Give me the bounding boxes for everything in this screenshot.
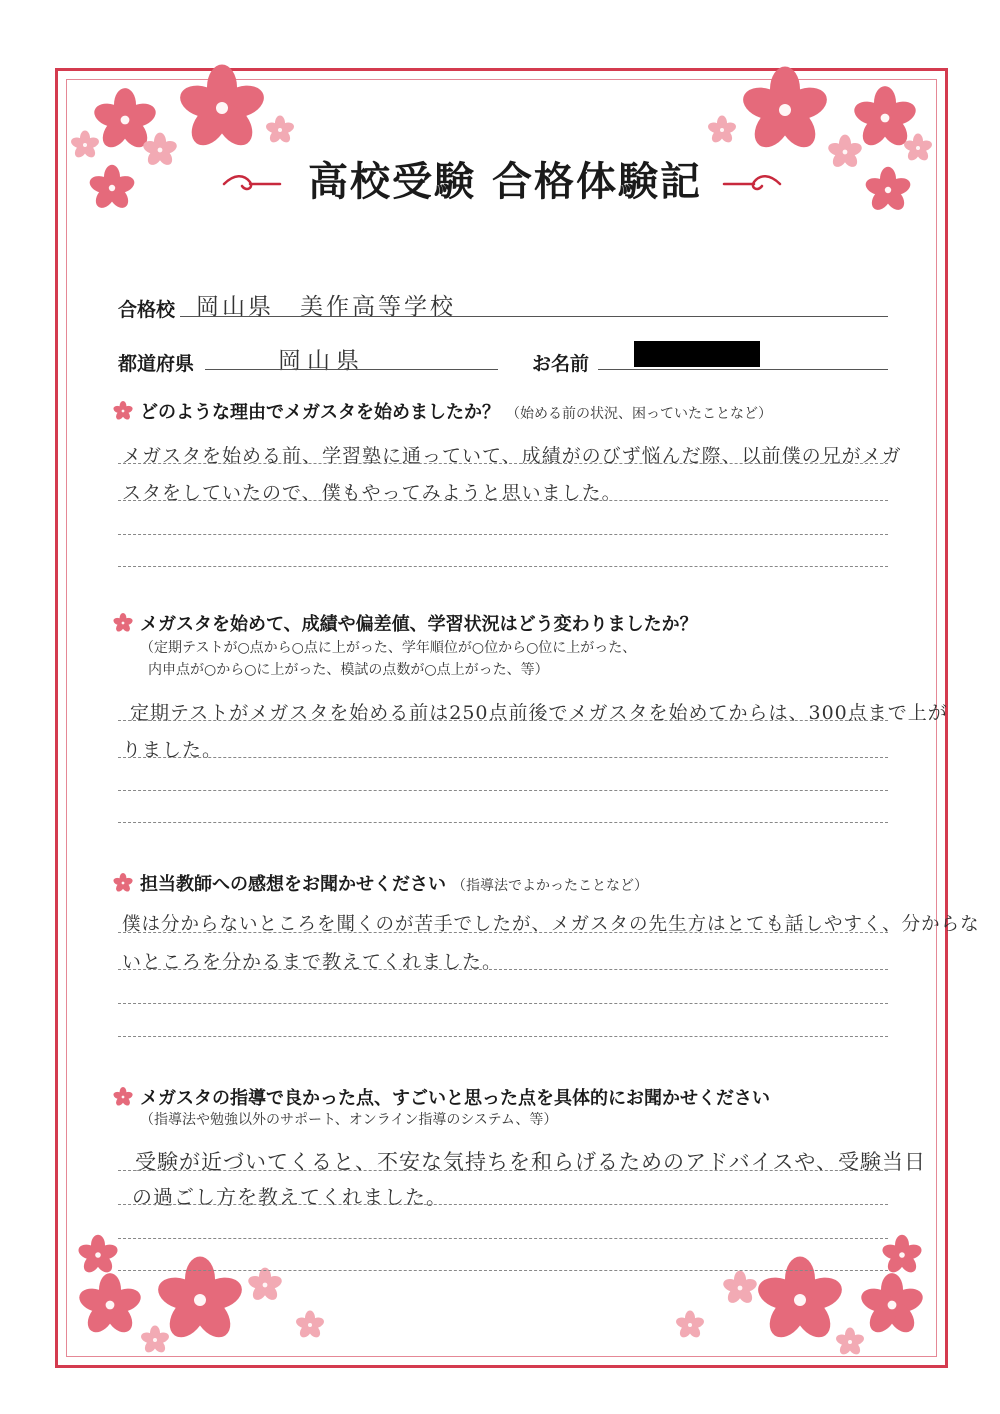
name-underline: [598, 369, 888, 370]
question-3-title: 担当教師への感想をお聞かせください: [140, 874, 446, 895]
question-4: [112, 1084, 770, 1110]
answer-4-line-1: 受験が近づいてくると、不安な気持ちを和らげるためのアドバイスや、受験当日: [135, 1150, 926, 1174]
title-area: [0, 150, 1000, 220]
answer-4-line-2: の過ごし方を教えてくれました。: [132, 1185, 447, 1209]
swirl-ornament-right-icon: [722, 172, 782, 196]
answer-2-line-1: 定期テストがメガスタを始める前は250点前後でメガスタを始めてからは、300点まで上が: [130, 702, 948, 724]
answer-rule: [118, 1238, 888, 1239]
swirl-ornament-left-icon: [222, 172, 282, 196]
question-1: [112, 398, 772, 424]
blossom-bullet-icon: [112, 873, 134, 893]
answer-rule: [118, 566, 888, 567]
blossom-bullet-icon: [112, 613, 134, 633]
blossom-bullet-icon: [112, 401, 134, 421]
answer-rule: [118, 1003, 888, 1004]
answer-rule: [118, 790, 888, 791]
question-2-note-2: 内申点が○から○に上がった、模試の点数が○点上がった、等）: [148, 662, 549, 678]
answer-2-line-2: りました。: [122, 739, 223, 761]
answer-3-line-2: いところを分かるまで教えてくれました。: [122, 951, 503, 973]
prefecture-underline: [205, 369, 498, 370]
question-1-title: どのような理由でメガスタを始めましたか？: [140, 402, 500, 423]
question-2-note-1: （定期テストが○点から○点に上がった、学年順位が○位から○位に上がった、: [140, 640, 637, 656]
answer-rule: [118, 1170, 888, 1171]
answer-rule: [118, 463, 888, 464]
question-4-title: メガスタの指導で良かった点、すごいと思った点を具体的にお聞かせください: [140, 1088, 770, 1109]
prefecture-label: 都道府県: [118, 353, 195, 375]
page-title: 高校受験 合格体験記: [308, 158, 702, 205]
school-label: 合格校: [118, 299, 176, 321]
answer-1-line-2: スタをしていたので、僕もやってみようと思いました。: [122, 482, 622, 504]
answer-rule: [118, 969, 888, 970]
question-3: [112, 870, 648, 896]
question-1-sub: （始める前の状況、困っていたことなど）: [506, 406, 772, 422]
answer-rule: [118, 720, 888, 721]
answer-rule: [118, 534, 888, 535]
school-value: 岡山県 美作高等学校: [196, 294, 456, 320]
question-3-sub: （指導法でよかったことなど）: [452, 878, 648, 894]
answer-rule: [118, 500, 888, 501]
name-redaction: [634, 341, 760, 367]
school-underline: [180, 316, 888, 317]
question-4-note-1: （指導法や勉強以外のサポート、オンライン指導のシステム、等）: [140, 1112, 558, 1128]
answer-rule: [118, 1270, 888, 1271]
answer-rule: [118, 757, 888, 758]
answer-rule: [118, 1036, 888, 1037]
answer-rule: [118, 932, 888, 933]
name-label: お名前: [532, 353, 590, 375]
answer-1-line-1: メガスタを始める前、学習塾に通っていて、成績がのびず悩んだ際、以前僕の兄がメガ: [122, 445, 902, 467]
question-2-title: メガスタを始めて、成績や偏差値、学習状況はどう変わりましたか？: [140, 614, 698, 635]
question-2: [112, 610, 698, 636]
answer-rule: [118, 822, 888, 823]
prefecture-value: 岡山県: [278, 348, 365, 374]
blossom-bullet-icon: [112, 1087, 134, 1107]
answer-3-line-1: 僕は分からないところを聞くのが苦手でしたが、メガスタの先生方はとても話しやすく、分からな: [122, 914, 980, 935]
answer-rule: [118, 1204, 888, 1205]
